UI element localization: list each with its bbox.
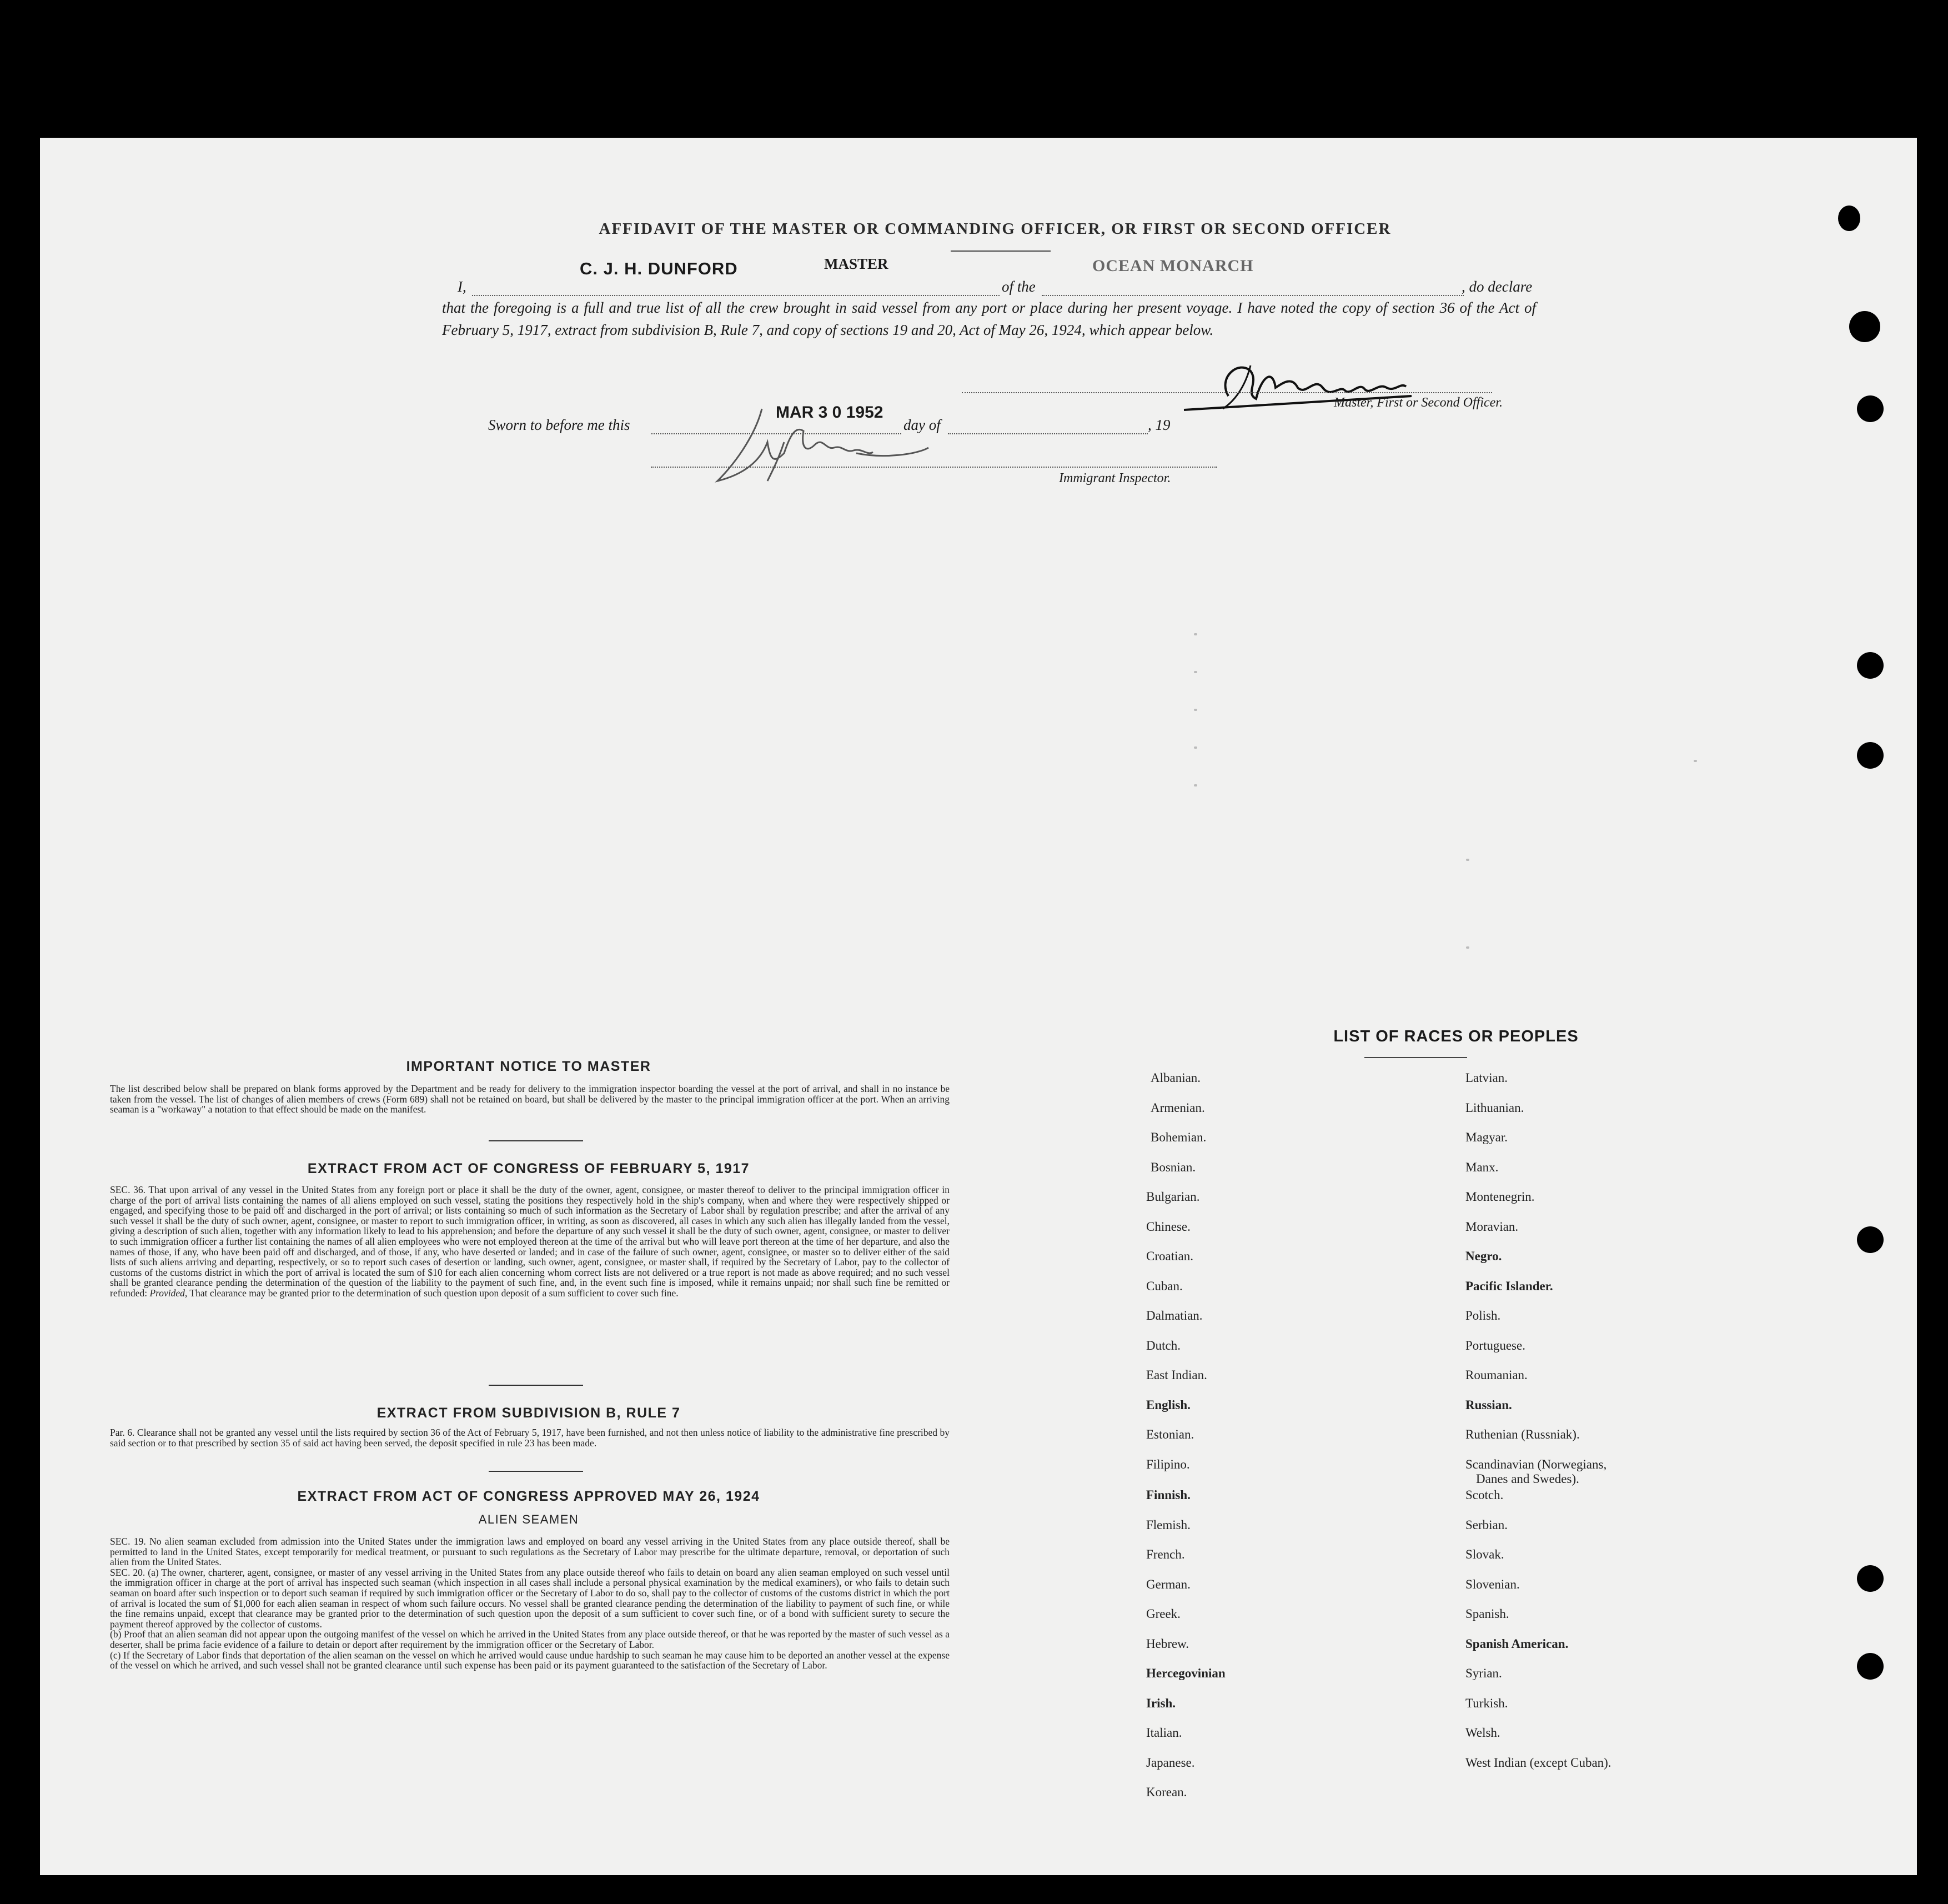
extract-1924-title: EXTRACT FROM ACT OF CONGRESS APPROVED MAY 26, 1924 bbox=[297, 1489, 760, 1504]
race-item: Montenegrin. bbox=[1465, 1190, 1535, 1204]
title-rule bbox=[951, 250, 1051, 252]
extract-rule7-title: EXTRACT FROM SUBDIVISION B, RULE 7 bbox=[376, 1405, 681, 1421]
day-of-label: day of bbox=[903, 417, 941, 433]
race-item: Turkish. bbox=[1465, 1696, 1508, 1710]
proviso-label: Provided, bbox=[149, 1287, 188, 1299]
of-the-label: of the bbox=[1002, 278, 1036, 295]
race-item: Danes and Swedes). bbox=[1476, 1471, 1579, 1486]
master-signature-line bbox=[962, 392, 1492, 393]
binder-hole bbox=[1857, 1653, 1884, 1680]
sworn-prefix: Sworn to before me this bbox=[488, 417, 630, 433]
inspector-label: Immigrant Inspector. bbox=[1059, 471, 1171, 485]
race-item: Italian. bbox=[1146, 1726, 1182, 1740]
binder-hole bbox=[1838, 206, 1860, 231]
affidavit-body: that the foregoing is a full and true list of all the crew brought in said vessel from any port or place during her present voyage. I have noted the copy of section 36 of the Act of February 5, 1917, extract from subdivision B, Rule 7, and copy of sections 19 and 20, Act of May 26, 1924, which appear below. bbox=[442, 299, 1536, 338]
race-item: Ruthenian (Russniak). bbox=[1465, 1427, 1580, 1441]
race-item: Scotch. bbox=[1465, 1488, 1504, 1502]
extract-1924-text bbox=[110, 1536, 950, 1671]
i-prefix: I, bbox=[458, 278, 466, 295]
bleed-mark bbox=[1194, 709, 1197, 711]
binder-hole bbox=[1857, 652, 1884, 679]
race-item: Irish. bbox=[1146, 1696, 1176, 1710]
race-item: Chinese. bbox=[1146, 1219, 1191, 1234]
sec-19-text: SEC. 19. No alien seaman excluded from admission into the United States under the immigration laws and employed on board any vessel arriving in the United States from any place outside thereof, shall be permitted to land in the United States, except temporarily for medical treatment, or pursuant to such regulations as the Secretary of Labor may prescribe for the ultimate departure, removal, or deportation of such alien from the United States. bbox=[110, 1536, 950, 1568]
vessel-blank bbox=[1042, 278, 1464, 296]
race-item: Latvian. bbox=[1465, 1071, 1508, 1085]
binder-hole bbox=[1857, 395, 1884, 422]
race-item: Polish. bbox=[1465, 1309, 1501, 1322]
race-item: Spanish American. bbox=[1465, 1636, 1569, 1651]
name-blank bbox=[472, 278, 1000, 296]
binder-hole bbox=[1857, 1565, 1884, 1592]
race-item: Slovenian. bbox=[1465, 1577, 1520, 1591]
inspector-signature bbox=[706, 403, 1017, 487]
bleed-mark bbox=[1466, 946, 1469, 949]
race-item: Hebrew. bbox=[1146, 1636, 1189, 1651]
race-item: Spanish. bbox=[1465, 1607, 1509, 1621]
race-item: Croatian. bbox=[1146, 1249, 1193, 1263]
race-item: Bohemian. bbox=[1151, 1130, 1207, 1144]
race-item: Armenian. bbox=[1151, 1100, 1205, 1115]
extract-1917-text: SEC. 36. That upon arrival of any vessel in the United States from any foreign port or place it shall be the duty of the owner, agent, consignee, or master thereof to deliver to the principal immigration officer in charge of the port of arrival lists containing the names of all aliens employed on such vessel, stating the positions they respectively hold in the ship's company, when and where they were respectively shipped or engaged, and specifying those to be paid off and discharged in the port of arrival; or lists containing so much of such information as the Secretary of Labor shall by regulation prescribe; and after the arrival of any such vessel it shall be the duty of such owner, agent, consignee, or master to report to such immigration officer, in writing, as soon as discovered, all cases in which any such alien has illegally landed from the vessel, giving a description of such alien, together with any information likely to lead to his apprehension; and before the departure of any such vessel it shall be the duty of such owner, agent, consignee, or master to deliver to such immigration officer a further list containing the names of all alien employees who were not employed thereon at the time of the arrival but who will leave port thereon at the time of her departure, and also the names of those, if any, who have been paid off and discharged, and of those, if any, who have deserted or landed; and in case of the failure of such owner, agent, consignee, or master so to deliver either of the said lists of such aliens arriving and departing, respectively, or so to report such cases of desertion or landing, such owner, agent, consignee, or master shall, if required by the Secretary of Labor, pay to the collector of customs of the customs district in which the port of arrival is located the sum of $10 for each alien concerning whom correct lists are not delivered or a true report is not made as above required; and no such vessel shall be granted clearance pending the determination of the question of the liability to the payment of such fine, and, in the event such fine is imposed, while it remains unpaid; nor shall such fine be remitted or refunded: Provided, That clearance may be granted prior to the determination of such question upon deposit of a sum sufficient to cover such fine. bbox=[110, 1184, 950, 1299]
race-item: Pacific Islander. bbox=[1465, 1279, 1553, 1293]
sec-20b-text: (b) Proof that an alien seaman did not appear upon the outgoing manifest of the vessel on which he arrived in the United States from any place outside thereof, or that he was reported by the master of such vessel as a deserter, shall be prima facie evidence of a failure to detain or deport after requirement by the immigration officer or the Secretary of Labor. bbox=[110, 1629, 950, 1650]
race-item: Russian. bbox=[1465, 1397, 1512, 1412]
inspector-signature-line bbox=[651, 467, 1217, 468]
notice-text: The list described below shall be prepared on blank forms approved by the Department and be ready for delivery to the immigration inspector boarding the vessel at the port of arrival, and shall in no instance be taken from the vessel. The list of changes of alien members of crews (Form 689) shall not be retained on board, but shall be delivered by the master to the principal immigration officer at the port. When an arriving seaman is a "workaway" a notation to that effect should be made on the manifest. bbox=[110, 1083, 950, 1115]
race-item: Finnish. bbox=[1146, 1488, 1191, 1502]
section-rule bbox=[489, 1385, 583, 1386]
bleed-mark bbox=[1694, 760, 1697, 762]
race-item: Bosnian. bbox=[1151, 1160, 1196, 1174]
race-item: Albanian. bbox=[1151, 1071, 1201, 1085]
binder-hole bbox=[1849, 311, 1880, 342]
notice-title: IMPORTANT NOTICE TO MASTER bbox=[406, 1059, 651, 1074]
affidavit-title: AFFIDAVIT OF THE MASTER OR COMMANDING OFFICER, OR FIRST OR SECOND OFFICER bbox=[599, 220, 1392, 238]
race-item: Hercegovinian bbox=[1146, 1666, 1226, 1680]
race-item: Syrian. bbox=[1465, 1666, 1502, 1680]
races-title: LIST OF RACES OR PEOPLES bbox=[1333, 1028, 1579, 1045]
race-item: Korean. bbox=[1146, 1785, 1187, 1799]
races-rule bbox=[1364, 1057, 1467, 1058]
race-item: Flemish. bbox=[1146, 1517, 1191, 1532]
date-stamp: MAR 3 0 1952 bbox=[776, 403, 883, 422]
sec-20c-text: (c) If the Secretary of Labor finds that deportation of the alien seaman on the vessel on which he arrived would cause undue hardship to such seaman he may cause him to be deported an another vessel at the expense of the vessel on which he arrived, and such vessel shall not be granted clearance until such expense has been paid or its payment guaranteed to the satisfaction of the Secretary of Labor. bbox=[110, 1649, 950, 1671]
binder-hole bbox=[1857, 742, 1884, 769]
race-item: Greek. bbox=[1146, 1607, 1181, 1621]
race-item: Serbian. bbox=[1465, 1517, 1508, 1532]
vessel-name: OCEAN MONARCH bbox=[1092, 257, 1254, 275]
race-item: Japanese. bbox=[1146, 1755, 1195, 1770]
extract-rule7-text: Par. 6. Clearance shall not be granted any vessel until the lists required by section 36 of the Act of February 5, 1917, have been furnished, and not then unless notice of liability to the administrative fine prescribed by said section or to that prescribed by section 35 of said act having been served, the deposit specified in rule 23 has been made. bbox=[110, 1427, 950, 1449]
section-rule bbox=[489, 1140, 583, 1141]
race-item: West Indian (except Cuban). bbox=[1465, 1755, 1611, 1770]
extract-1917-title: EXTRACT FROM ACT OF CONGRESS OF FEBRUARY 5, 1917 bbox=[307, 1161, 750, 1176]
race-item: Dalmatian. bbox=[1146, 1309, 1203, 1322]
document-page bbox=[40, 138, 1917, 1875]
race-item: Estonian. bbox=[1146, 1427, 1194, 1441]
year-prefix: , 19 bbox=[1148, 417, 1171, 433]
master-rank: MASTER bbox=[824, 255, 888, 272]
master-signature-label: Master, First or Second Officer. bbox=[1334, 395, 1503, 410]
race-item: Negro. bbox=[1465, 1249, 1502, 1263]
bleed-mark bbox=[1466, 859, 1469, 861]
race-item: Portuguese. bbox=[1465, 1338, 1525, 1352]
do-declare-label: , do declare bbox=[1462, 278, 1533, 295]
bleed-mark bbox=[1194, 784, 1197, 786]
race-item: Welsh. bbox=[1465, 1726, 1500, 1740]
race-item: Manx. bbox=[1465, 1160, 1499, 1174]
master-name: C. J. H. DUNFORD bbox=[580, 259, 738, 278]
section-rule bbox=[489, 1471, 583, 1472]
binder-hole bbox=[1857, 1226, 1884, 1253]
race-item: Slovak. bbox=[1465, 1547, 1504, 1561]
bleed-mark bbox=[1194, 633, 1197, 635]
race-item: English. bbox=[1146, 1397, 1191, 1412]
bleed-mark bbox=[1194, 671, 1197, 673]
race-item: Moravian. bbox=[1465, 1219, 1519, 1234]
race-item: Magyar. bbox=[1465, 1130, 1508, 1144]
extract-1924-subtitle: ALIEN SEAMEN bbox=[478, 1512, 579, 1526]
bleed-mark bbox=[1194, 746, 1197, 749]
race-item: East Indian. bbox=[1146, 1368, 1207, 1382]
race-item: Lithuanian. bbox=[1465, 1100, 1524, 1115]
race-item: Cuban. bbox=[1146, 1279, 1183, 1293]
race-item: Bulgarian. bbox=[1146, 1190, 1200, 1204]
race-item: Filipino. bbox=[1146, 1457, 1190, 1471]
race-item: Dutch. bbox=[1146, 1338, 1181, 1352]
sec-20a-text: SEC. 20. (a) The owner, charterer, agent, consignee, or master of any vessel arriving in the United States from any place outside thereof who fails to detain on board any alien seaman employed on such vessel until the immigration officer in charge at the port of arrival has inspected such seaman (which inspection in all cases shall include a personal physical examination by the medical examiners), or who fails to detain such seaman on board after such inspection or to deport such seaman if required by such immigration officer or the Secretary of Labor to do so, shall pay to the collector of customs of the customs district in which the port of arrival is located the sum of $1,000 for each alien seaman in respect of whom such failure occurs. No vessel shall be granted clearance pending the determination of the liability to payment of such fine, or while the fine remains unpaid, except that clearance may be granted prior to the determination of such question upon the deposit of a sum sufficient to cover such fine, or of a bond with sufficient surety to secure the payment thereof approved by the collector of customs. bbox=[110, 1566, 950, 1630]
race-item: Roumanian. bbox=[1465, 1368, 1528, 1382]
race-item: French. bbox=[1146, 1547, 1185, 1561]
race-item: Scandinavian (Norwegians, bbox=[1465, 1457, 1607, 1471]
race-item: German. bbox=[1146, 1577, 1191, 1591]
